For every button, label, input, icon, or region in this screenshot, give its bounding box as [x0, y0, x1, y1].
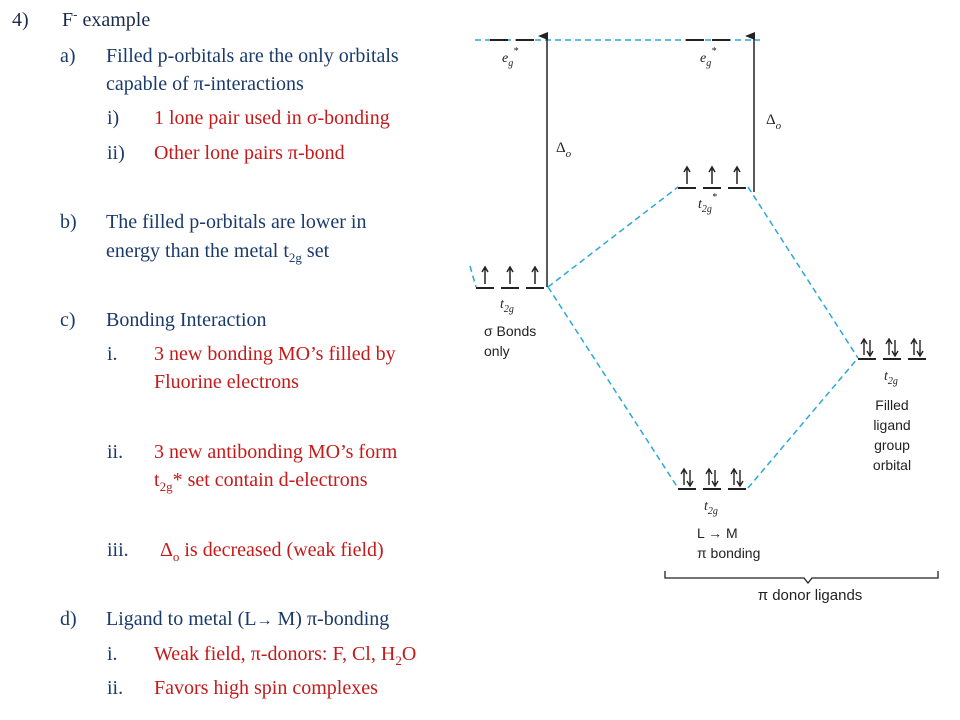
ligand-label-line3: group: [874, 437, 910, 453]
t2g-antibonding-label: [698, 192, 717, 215]
item-c-marker: c): [60, 309, 76, 331]
electron-pair-icon: [861, 339, 873, 356]
eg-left-sup: *: [513, 46, 519, 57]
item-a-marker: a): [60, 45, 76, 67]
item-c-sub2-line1: 3 new antibonding MO’s form: [154, 441, 398, 463]
item-d-sub1-pre: Weak field, π-donors: F, Cl, H: [154, 643, 396, 665]
section-number: 4): [12, 9, 29, 31]
t2g-antibonding-sub: 2g: [701, 204, 712, 215]
t2g-sigma-main: t: [500, 297, 504, 312]
item-c-sub1-line2: Fluorine electrons: [154, 371, 299, 393]
t2g-sigma-electrons: [482, 267, 538, 284]
t2g-antibonding-main: t: [698, 197, 702, 212]
item-b-marker: b): [60, 211, 77, 233]
item-d-sub2-marker: ii.: [107, 677, 124, 699]
eg-left-sub: g: [508, 58, 514, 69]
electron-pair-icon: [681, 469, 693, 486]
delta-left-label: [556, 140, 572, 160]
delta-right-main: Δ: [766, 112, 776, 128]
electron-up-icon: [532, 267, 538, 284]
ligand-label-line1: Filled: [875, 397, 909, 413]
electron-up-icon: [684, 167, 690, 184]
item-c-sub1-marker: i.: [107, 343, 118, 365]
eg-right-sup: *: [711, 46, 717, 57]
eg-right-sub: g: [706, 58, 712, 69]
t2g-ligand-label: [884, 369, 898, 387]
eg-right-main: e: [700, 51, 707, 66]
t2g-sigma-sub: 2g: [503, 304, 514, 315]
item-c-sub3-marker: iii.: [107, 539, 129, 561]
item-d-post: M) π-bonding: [272, 608, 390, 630]
item-d-pre: Ligand to metal (L: [106, 608, 257, 630]
item-b-line2-post: set: [301, 240, 330, 262]
delta-symbol: Δ: [160, 539, 173, 561]
l-to-m-arrow-icon: →: [256, 612, 273, 629]
item-d-sub1-marker: i.: [107, 643, 118, 665]
item-c-sub2-line2-sub: 2g: [159, 479, 173, 494]
electron-up-icon: [482, 267, 488, 284]
item-c-sub2-marker: ii.: [107, 441, 124, 463]
item-a-sub2-marker: ii): [107, 142, 125, 164]
ligand-label-line4: orbital: [872, 457, 912, 473]
eg-right-label: [700, 46, 716, 69]
title-sup: -: [73, 6, 78, 22]
electron-pair-icon: [886, 339, 898, 356]
item-c-sub2-line2-pre: t: [154, 469, 160, 491]
item-a-sub1-text: 1 lone pair used in σ-bonding: [154, 107, 390, 129]
sigma-to-antibonding-line: [548, 187, 678, 287]
item-b-line2-sub: 2g: [288, 250, 302, 265]
item-c-sub3-post: is decreased (weak field): [179, 539, 384, 561]
item-b-line2-pre: energy than the metal t: [106, 240, 289, 262]
delta-sub: o: [172, 549, 180, 564]
t2g-ligand-sub: 2g: [887, 376, 898, 387]
electron-up-icon: [709, 167, 715, 184]
title-post: example: [77, 9, 151, 31]
l-to-m-label: L → M: [697, 525, 738, 541]
item-d-sub1-sub: 2: [395, 653, 402, 668]
eg-left-label: [502, 46, 518, 69]
t2g-bonding-label: [704, 499, 718, 517]
delta-left-main: Δ: [556, 140, 566, 156]
t2g-bonding-main: t: [704, 499, 708, 514]
electron-pair-icon: [706, 469, 718, 486]
delta-right-sub: o: [775, 120, 782, 132]
sigma-only-label: only: [484, 343, 510, 359]
sigma-bonds-label: σ Bonds: [484, 323, 537, 339]
electron-up-icon: [734, 167, 740, 184]
item-c-line1: Bonding Interaction: [106, 309, 267, 331]
delta-left-sub: o: [565, 148, 572, 160]
item-d-marker: d): [60, 608, 77, 630]
correlation-lines: [470, 40, 858, 488]
item-c-sub2-line2-post: * set contain d-electrons: [172, 469, 368, 491]
t2g-bonding-sub: 2g: [707, 506, 718, 517]
left-stub-line: [470, 266, 476, 287]
eg-left-main: e: [502, 51, 509, 66]
bonding-to-ligand-line: [748, 358, 858, 488]
electron-up-icon: [507, 267, 513, 284]
t2g-bonding-electrons: [681, 469, 743, 486]
antibonding-to-ligand-line: [748, 187, 858, 358]
item-a-line1: Filled p-orbitals are the only orbitals: [106, 45, 399, 67]
item-b-line1: The filled p-orbitals are lower in: [106, 211, 367, 233]
ligand-label-line2: ligand: [873, 417, 911, 433]
t2g-antibonding-electrons: [684, 167, 740, 184]
item-d-sub2-text: Favors high spin complexes: [154, 677, 378, 699]
item-a-sub1-marker: i): [107, 107, 120, 129]
pi-bonding-label: π bonding: [697, 545, 761, 561]
electron-pair-icon: [911, 339, 923, 356]
pi-donor-brace: [665, 571, 938, 583]
title-pre: F: [62, 9, 74, 31]
item-d-sub1-post: O: [401, 643, 417, 665]
electron-pair-icon: [731, 469, 743, 486]
item-c-sub1-line1: 3 new bonding MO’s filled by: [154, 343, 396, 365]
sigma-to-bonding-line: [548, 287, 678, 488]
pi-donor-label: π donor ligands: [757, 587, 863, 604]
item-a-line2: capable of π-interactions: [106, 73, 304, 95]
t2g-ligand-main: t: [884, 369, 888, 384]
t2g-antibonding-sup: *: [711, 192, 717, 203]
item-a-sub2-text: Other lone pairs π-bond: [154, 142, 345, 164]
t2g-ligand-electrons: [861, 339, 923, 356]
delta-right-label: [766, 112, 782, 132]
t2g-sigma-label: [500, 297, 514, 315]
